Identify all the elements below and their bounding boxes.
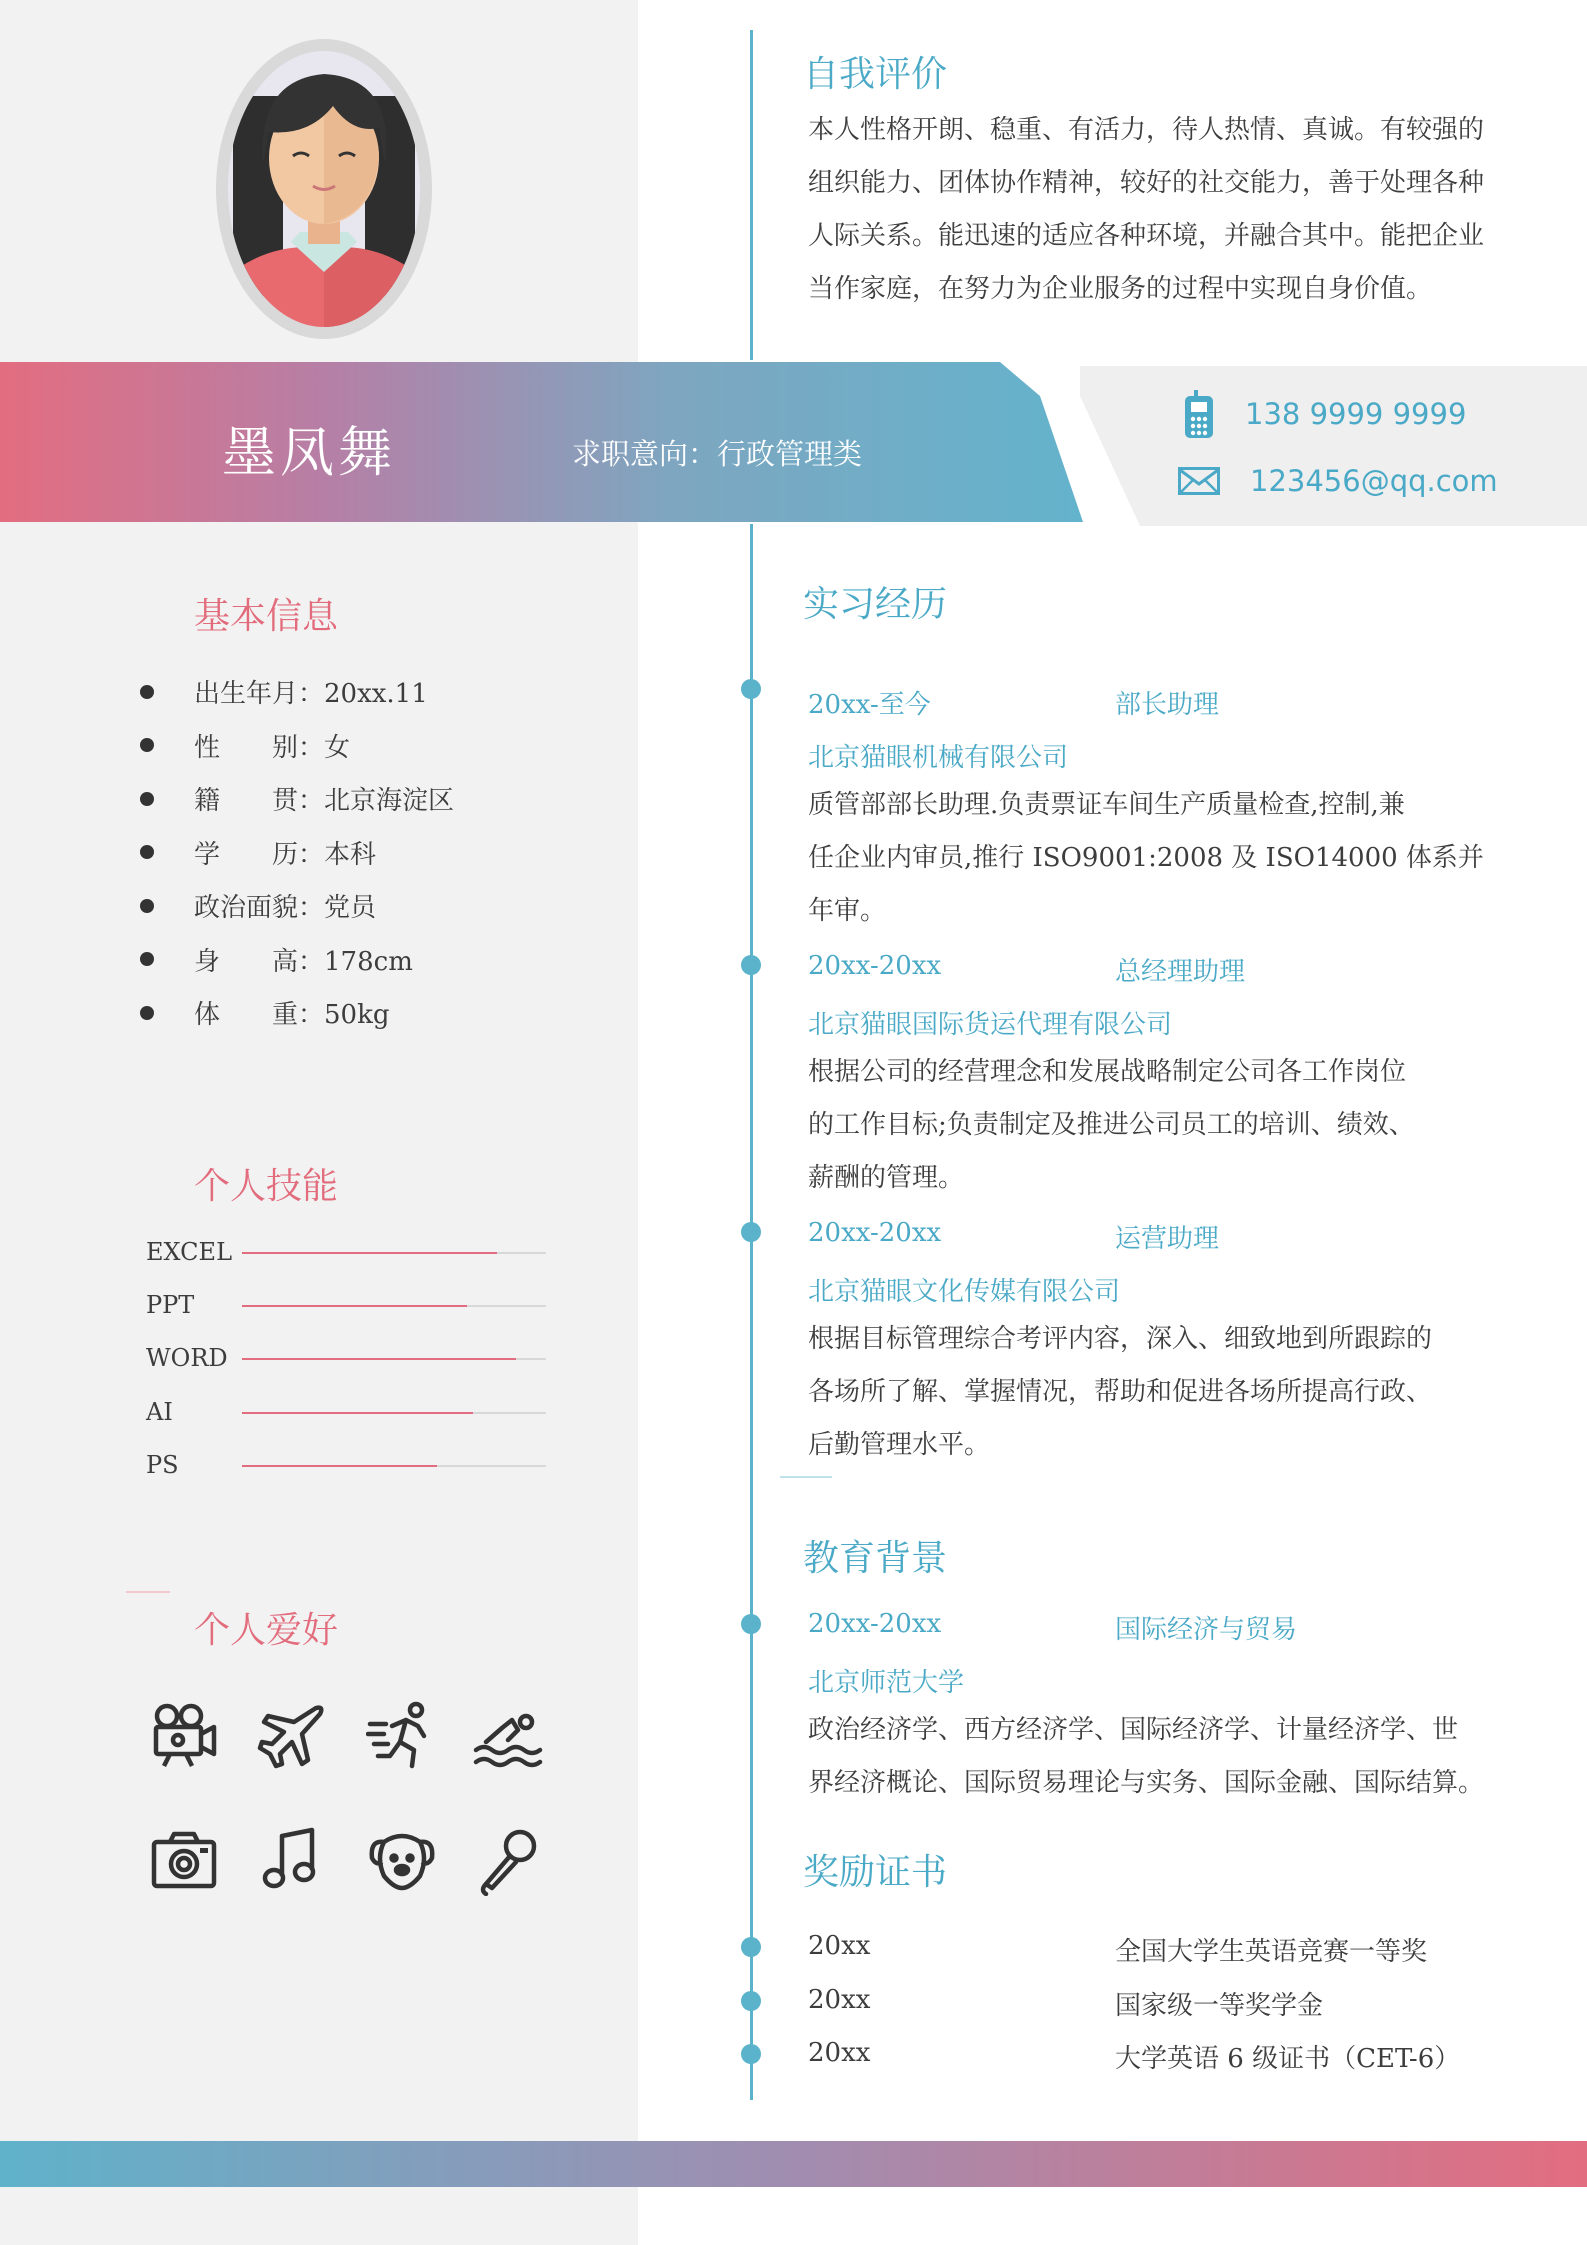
timeline-line xyxy=(750,524,753,2100)
exp-description: 根据目标管理综合考评内容，深入、细致地到所跟踪的 各场所了解、掌握情况，帮助和促进各场所提高行政、 后勤管理水平。 xyxy=(808,1324,1433,1460)
avatar xyxy=(213,36,435,342)
award-name: 大学英语 6 级证书（CET-6） xyxy=(1115,2044,1461,2074)
award-year: 20xx xyxy=(808,1985,871,2015)
skill-bar xyxy=(146,1238,546,1268)
timeline-dot xyxy=(741,1937,761,1957)
exp-description: 质管部部长助理.负责票证车间生产质量检查,控制,兼 任企业内审员,推行 ISO9001:2008 及 ISO14000 体系并 年审。 xyxy=(808,790,1484,926)
skill-fill xyxy=(242,1358,516,1360)
skills-title: 个人技能 xyxy=(194,1166,339,1207)
exp-role: 部长助理 xyxy=(1115,690,1220,720)
job-intent: 求职意向：行政管理类 xyxy=(572,437,863,471)
skill-bar xyxy=(146,1398,546,1428)
email-address: 123456@qq.com xyxy=(1250,464,1498,498)
skill-label: WORD xyxy=(146,1344,228,1372)
exp-date: 20xx-20xx xyxy=(808,951,942,981)
candidate-name: 墨凤舞 xyxy=(222,421,396,484)
swimming-icon xyxy=(472,1700,544,1772)
skill-track xyxy=(242,1305,546,1307)
skill-bar xyxy=(146,1344,546,1374)
phone-row xyxy=(1183,390,1466,438)
exp-role: 总经理助理 xyxy=(1115,957,1246,987)
internship-title: 实习经历 xyxy=(803,584,948,625)
skill-bar xyxy=(146,1451,546,1481)
info-origin: 籍 贯：北京海淀区 xyxy=(140,772,454,826)
exp-company: 北京猫眼文化传媒有限公司 xyxy=(808,1277,1121,1307)
edu-courses: 政治经济学、西方经济学、国际经济学、计量经济学、世 界经济概论、国际贸易理论与实务、国际金融、国际结算。 xyxy=(808,1715,1485,1798)
skill-track xyxy=(242,1465,546,1467)
email-row xyxy=(1178,464,1498,498)
skill-track xyxy=(242,1412,546,1414)
info-birth: 出生年月：20xx.11 xyxy=(140,665,454,719)
exp-role: 运营助理 xyxy=(1115,1224,1220,1254)
skill-label: EXCEL xyxy=(146,1238,233,1266)
exp-date: 20xx-20xx xyxy=(808,1218,942,1248)
skill-label: AI xyxy=(146,1398,173,1426)
bottom-gradient-bar xyxy=(0,2141,1587,2187)
hobby-divider xyxy=(126,1591,170,1593)
basic-info-list xyxy=(140,665,454,1040)
basic-info-title: 基本信息 xyxy=(194,596,339,637)
info-gender: 性 别：女 xyxy=(140,719,454,773)
info-politics: 政治面貌：党员 xyxy=(140,879,454,933)
section-divider xyxy=(780,1476,832,1478)
airplane-icon xyxy=(256,1700,328,1772)
edu-major: 国际经济与贸易 xyxy=(1115,1615,1298,1645)
film-camera-icon xyxy=(148,1700,220,1772)
timeline-dot xyxy=(741,955,761,975)
timeline-dot xyxy=(741,2044,761,2064)
skill-track xyxy=(242,1252,546,1254)
exp-company: 北京猫眼机械有限公司 xyxy=(808,743,1069,773)
phone-icon xyxy=(1183,390,1215,438)
phone-number: 138 9999 9999 xyxy=(1245,397,1467,431)
info-height: 身 高：178cm xyxy=(140,933,454,987)
dog-icon xyxy=(366,1824,438,1896)
info-education: 学 历：本科 xyxy=(140,826,454,880)
mail-icon xyxy=(1178,467,1220,495)
award-name: 国家级一等奖学金 xyxy=(1115,1991,1324,2021)
award-year: 20xx xyxy=(808,1931,871,1961)
timeline-dot xyxy=(741,679,761,699)
timeline-dot xyxy=(741,1991,761,2011)
microphone-icon xyxy=(472,1824,544,1896)
timeline-dot xyxy=(741,1614,761,1634)
skill-fill xyxy=(242,1412,473,1414)
award-name: 全国大学生英语竞赛一等奖 xyxy=(1115,1937,1428,1967)
skill-fill xyxy=(242,1252,497,1254)
name-banner xyxy=(0,362,1083,522)
edu-school: 北京师范大学 xyxy=(808,1668,965,1698)
running-icon xyxy=(366,1700,438,1772)
skill-label: PPT xyxy=(146,1291,195,1319)
music-note-icon xyxy=(256,1824,328,1896)
skill-fill xyxy=(242,1465,437,1467)
self-eval-title: 自我评价 xyxy=(803,54,948,95)
timeline-line-top xyxy=(750,30,753,360)
awards-title: 奖励证书 xyxy=(803,1852,948,1893)
timeline-dot xyxy=(741,1222,761,1242)
award-year: 20xx xyxy=(808,2038,871,2068)
exp-company: 北京猫眼国际货运代理有限公司 xyxy=(808,1010,1173,1040)
info-weight: 体 重：50kg xyxy=(140,986,454,1040)
self-eval-text: 本人性格开朗、稳重、有活力，待人热情、真诚。有较强的 组织能力、团体协作精神，较好的社交能力，善于处理各种 人际关系。能迅速的适应各种环境，并融合其中。能把企业 当作家庭，在努力为企业服务的过程中实现自身价值。 xyxy=(808,115,1485,304)
camera-icon xyxy=(148,1824,220,1896)
skill-fill xyxy=(242,1305,467,1307)
skill-label: PS xyxy=(146,1451,179,1479)
skill-track xyxy=(242,1358,546,1360)
education-title: 教育背景 xyxy=(803,1538,948,1579)
skill-bar xyxy=(146,1291,546,1321)
edu-date: 20xx-20xx xyxy=(808,1609,942,1639)
hobbies-title: 个人爱好 xyxy=(194,1610,339,1651)
exp-date: 20xx-至今 xyxy=(808,690,931,720)
exp-description: 根据公司的经营理念和发展战略制定公司各工作岗位 的工作目标;负责制定及推进公司员工的培训、绩效、 薪酬的管理。 xyxy=(808,1057,1415,1193)
